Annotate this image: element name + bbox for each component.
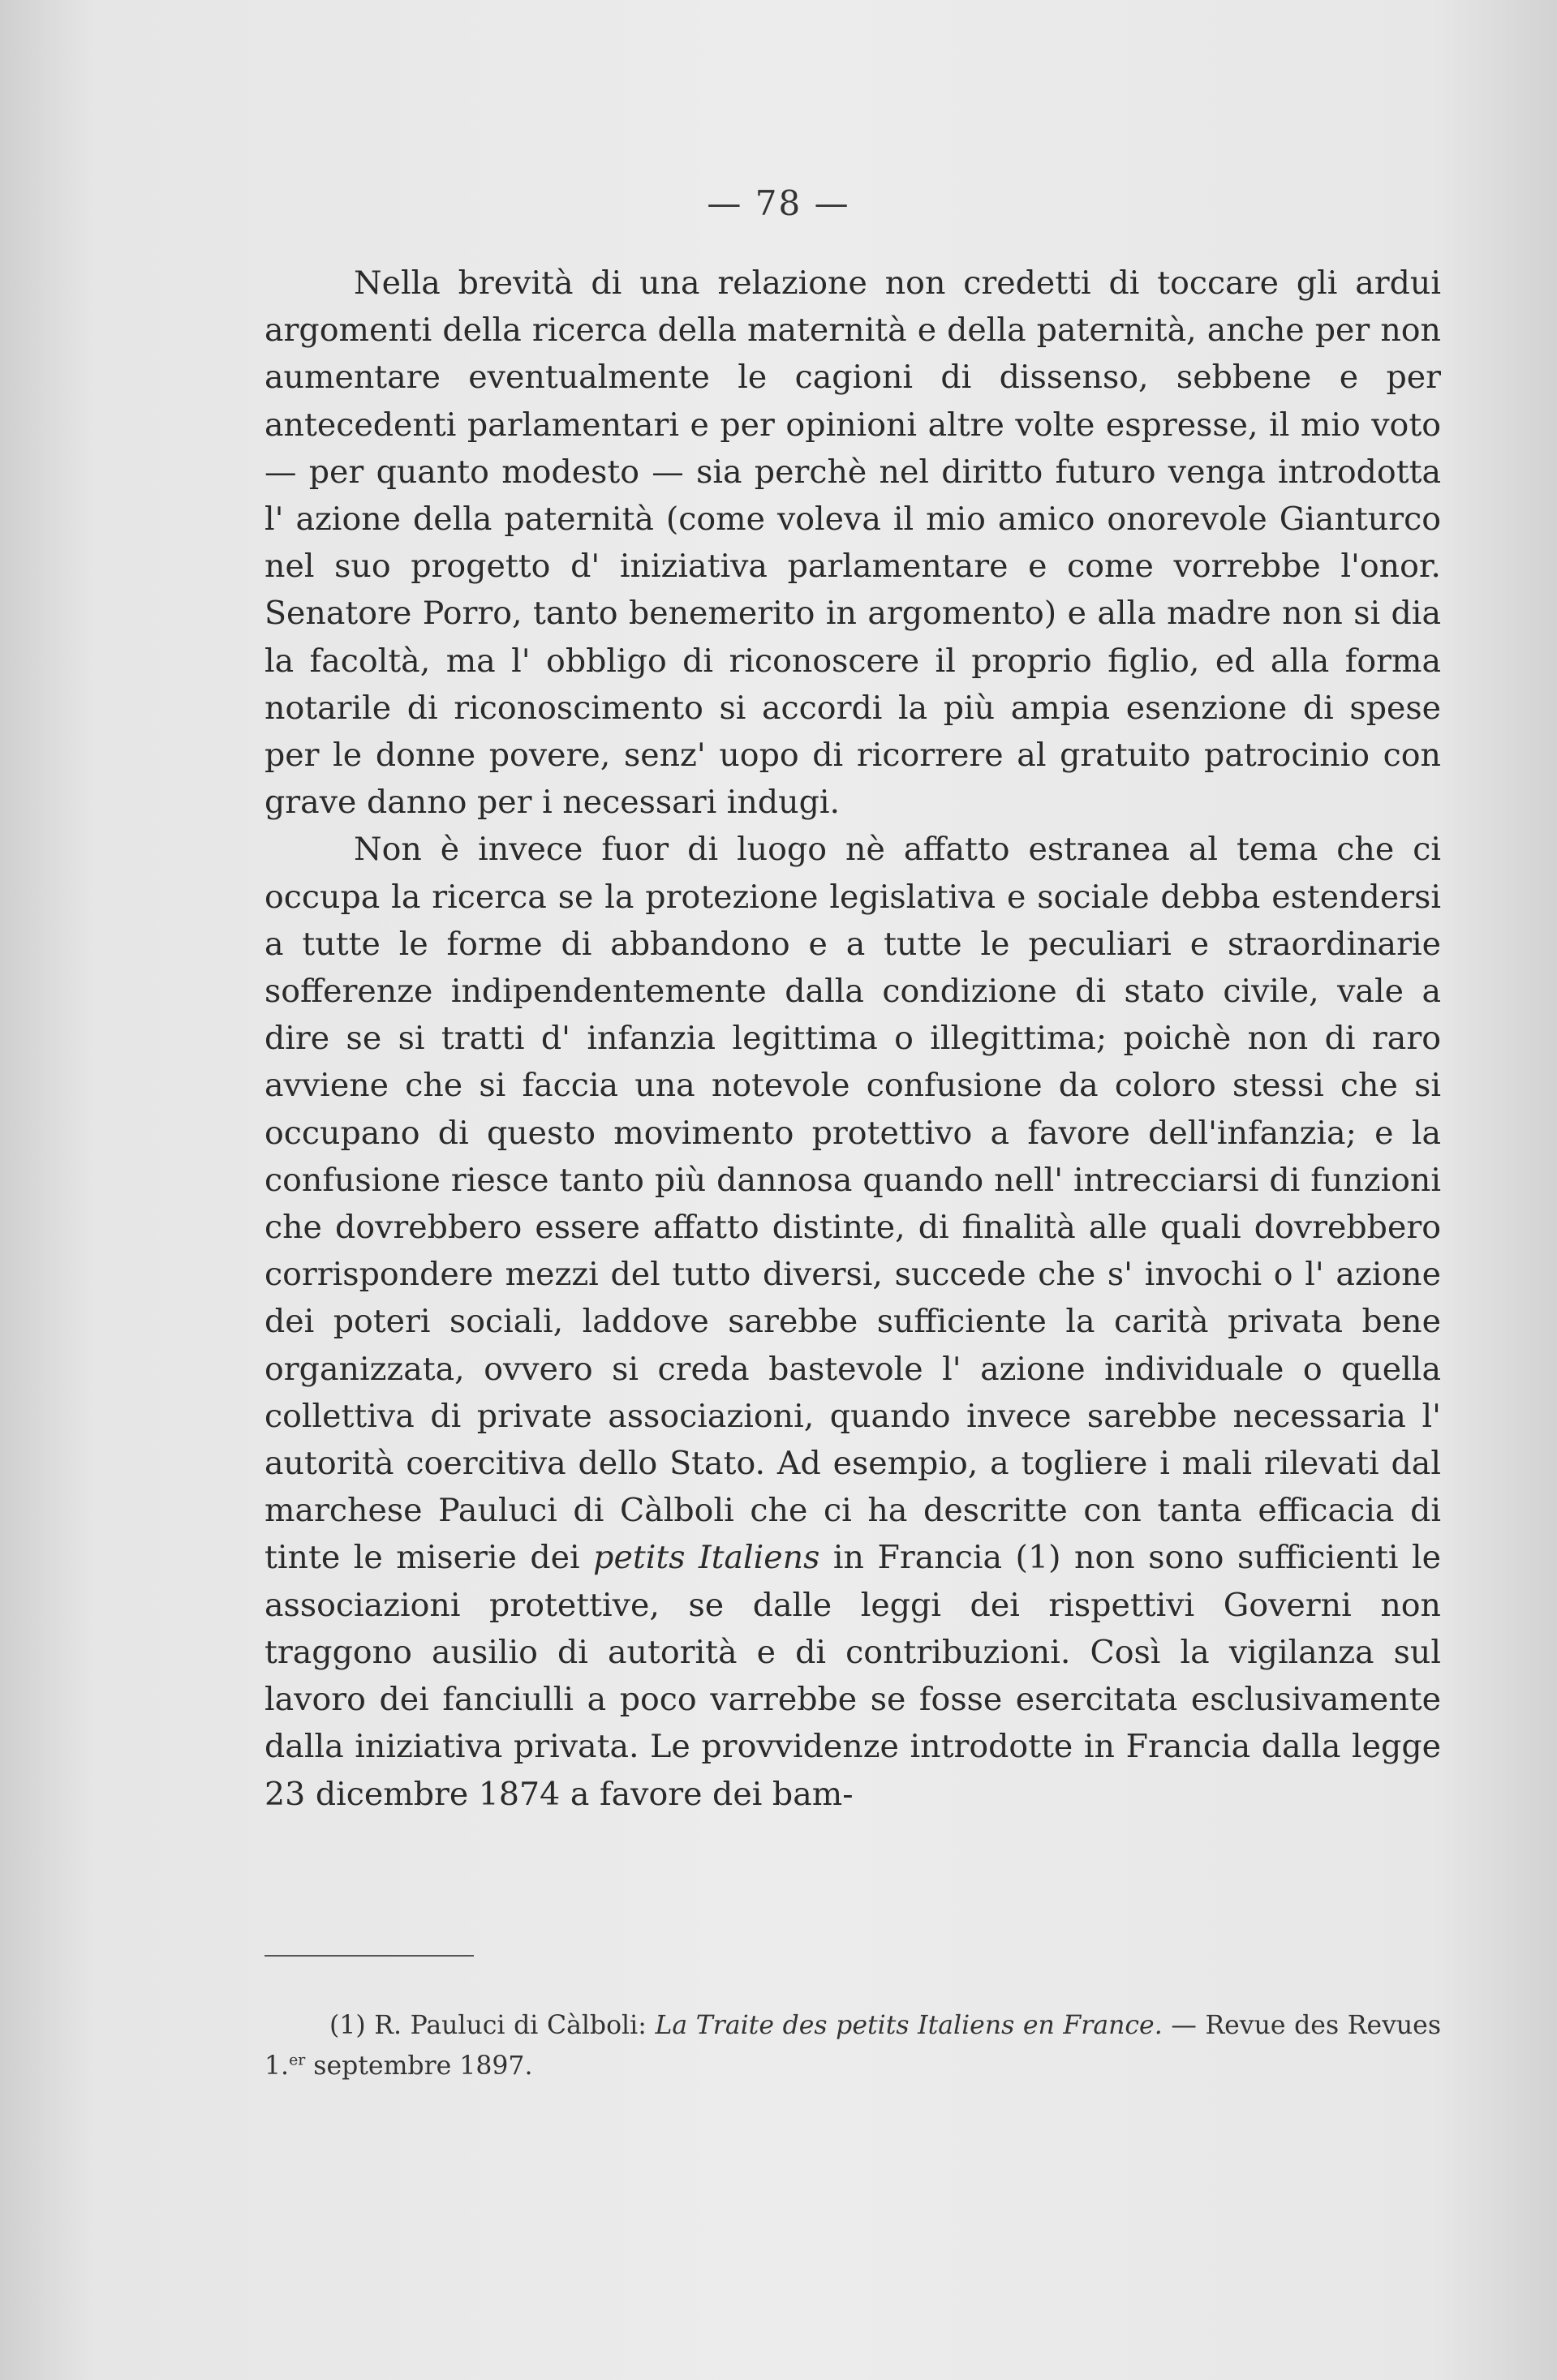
paragraph-2-part-2: in Francia (1) non sono sufficienti le associazioni protettive, se dalle leggi dei rispettivi Governi non traggono ausilio di autorità e di contribuzioni. Così la vigilanza sul lavoro dei fanciulli a poco varrebbe se fosse esercitata esclusivamente dalla iniziativa privata. Le provvidenze introdotte in Francia dalla legge 23 dicembre 1874 a favore dei bam-	[265, 1539, 1441, 1813]
footnote-prefix: (1) R. Pauluci di Càlboli:	[329, 2011, 656, 2040]
paragraph-2-italic: petits Italiens	[593, 1539, 820, 1577]
footnote-title: La Traite des petits Italiens en France.	[655, 2011, 1163, 2040]
footnote-suffix-1: — Revue des Revues 1.	[265, 2011, 1441, 2081]
footnote-superscript: er	[289, 2051, 306, 2069]
paragraph-1: Nella brevità di una relazione non credetti di toccare gli ardui argomenti della ricerca della maternità e della paternità, anche per non aumentare eventualmente le cagioni di dissenso, sebbene e per antecedenti parlamentari e per opinioni altre volte espresse, il mio voto — per quanto modesto — sia perchè nel diritto futuro venga introdotta l' azione della paternità (come voleva il mio amico onorevole Gianturco nel suo progetto d' iniziativa parlamentare e come vorrebbe l'onor. Senatore Porro, tanto benemerito in argomento) e alla madre non si dia la facoltà, ma l' obbligo di riconoscere il proprio figlio, ed alla forma notarile di riconoscimento si accordi la più ampia esenzione di spese per le donne povere, senz' uopo di ricorrere al gratuito patrocinio con grave danno per i necessari indugi.	[265, 264, 1441, 822]
footnote	[265, 2005, 1441, 2086]
body-text	[265, 260, 1441, 1818]
footnote-separator	[265, 1955, 474, 1957]
paragraph-2-part-1: Non è invece fuor di luogo nè affatto estranea al tema che ci occupa la ricerca se la protezione legislativa e sociale debba estendersi a tutte le forme di abbandono e a tutte le peculiari e straordinarie sofferenze indipendentemente dalla condizione di stato civile, vale a dire se si tratti d' infanzia legittima o illegittima; poichè non di raro avviene che si faccia una notevole confusione da coloro stessi che si occupano di questo movimento protettivo a favore dell'infanzia; e la confusione riesce tanto più dannosa quando nell' intrecciarsi di funzioni che dovrebbero essere affatto distinte, di finalità alle quali dovrebbero corrispondere mezzi del tutto diversi, succede che s' invochi o l' azione dei poteri sociali, laddove sarebbe sufficiente la carità privata bene organizzata, ovvero si creda bastevole l' azione individuale o quella collettiva di private associazioni, quando invece sarebbe necessaria l' autorità coercitiva dello Stato. Ad esempio, a togliere i mali rilevati dal marchese Pauluci di Càlboli che ci ha descritte con tanta efficacia di tinte le miserie dei	[265, 831, 1441, 1577]
page-number: — 78 —	[707, 183, 850, 223]
footnote-suffix-2: septembre 1897.	[305, 2051, 533, 2081]
paragraph-2	[265, 826, 1441, 1817]
